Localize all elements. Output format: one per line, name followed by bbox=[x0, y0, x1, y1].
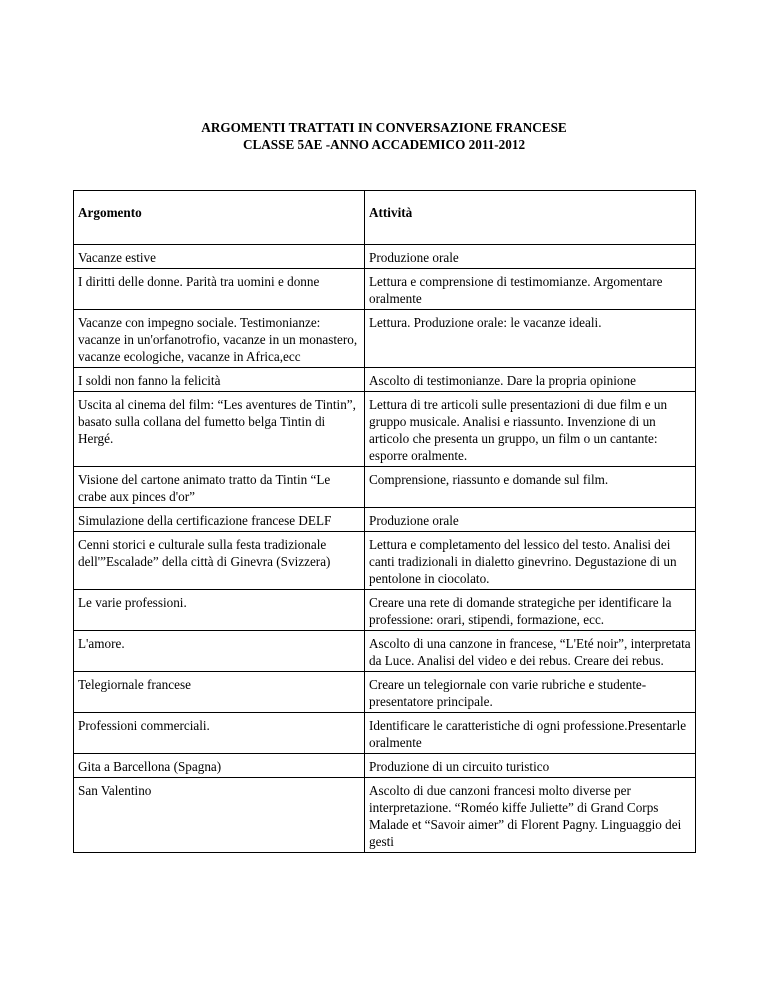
cell-argomento: Professioni commerciali. bbox=[74, 713, 365, 754]
table-row bbox=[74, 590, 696, 631]
cell-attivita: Ascolto di testimonianze. Dare la propria opinione bbox=[365, 368, 696, 392]
cell-argomento: I soldi non fanno la felicità bbox=[74, 368, 365, 392]
cell-attivita: Comprensione, riassunto e domande sul film. bbox=[365, 467, 696, 508]
cell-argomento: Cenni storici e culturale sulla festa tradizionale dell'”Escalade” della città di Ginevra (Svizzera) bbox=[74, 532, 365, 590]
cell-argomento: Simulazione della certificazione francese DELF bbox=[74, 508, 365, 532]
table-row bbox=[74, 713, 696, 754]
cell-attivita: Creare un telegiornale con varie rubriche e studente-presentatore principale. bbox=[365, 672, 696, 713]
cell-argomento: Uscita al cinema del film: “Les aventures de Tintin”, basato sulla collana del fumetto belga Tintin di Hergé. bbox=[74, 392, 365, 467]
cell-attivita: Lettura e completamento del lessico del testo. Analisi dei canti tradizionali in dialetto ginevrino. Degustazione di un pentolone in ciocolato. bbox=[365, 532, 696, 590]
cell-argomento: Telegiornale francese bbox=[74, 672, 365, 713]
document-title-line-1: ARGOMENTI TRATTATI IN CONVERSAZIONE FRANCESE bbox=[201, 120, 567, 135]
cell-argomento: Vacanze estive bbox=[74, 245, 365, 269]
cell-argomento: I diritti delle donne. Parità tra uomini e donne bbox=[74, 269, 365, 310]
cell-argomento: Le varie professioni. bbox=[74, 590, 365, 631]
cell-argomento: San Valentino bbox=[74, 778, 365, 853]
document-title-line-2: CLASSE 5AE -ANNO ACCADEMICO 2011-2012 bbox=[242, 137, 526, 152]
table-row bbox=[74, 672, 696, 713]
table-header-row bbox=[74, 191, 696, 245]
table-row bbox=[74, 310, 696, 368]
header-argomento: Argomento bbox=[74, 191, 365, 245]
table-body bbox=[74, 245, 696, 853]
cell-attivita: Produzione orale bbox=[365, 245, 696, 269]
table-row bbox=[74, 631, 696, 672]
cell-argomento: Gita a Barcellona (Spagna) bbox=[74, 754, 365, 778]
cell-argomento: Vacanze con impegno sociale. Testimonianze: vacanze in un'orfanotrofio, vacanze in un monastero, vacanze ecologiche, vacanze in Africa,ecc bbox=[74, 310, 365, 368]
topics-table bbox=[73, 190, 696, 853]
cell-attivita: Produzione orale bbox=[365, 508, 696, 532]
table-row bbox=[74, 532, 696, 590]
cell-argomento: L'amore. bbox=[74, 631, 365, 672]
table-row bbox=[74, 467, 696, 508]
cell-attivita: Ascolto di due canzoni francesi molto diverse per interpretazione. “Roméo kiffe Juliette” di Grand Corps Malade et “Savoir aimer” di Florent Pagny. Linguaggio dei gesti bbox=[365, 778, 696, 853]
table-row bbox=[74, 508, 696, 532]
table-row bbox=[74, 754, 696, 778]
header-attivita: Attività bbox=[365, 191, 696, 245]
cell-attivita: Identificare le caratteristiche di ogni professione.Presentarle oralmente bbox=[365, 713, 696, 754]
table-row bbox=[74, 245, 696, 269]
cell-argomento: Visione del cartone animato tratto da Tintin “Le crabe aux pinces d'or” bbox=[74, 467, 365, 508]
table-row bbox=[74, 368, 696, 392]
cell-attivita: Lettura e comprensione di testimomianze. Argomentare oralmente bbox=[365, 269, 696, 310]
cell-attivita: Lettura. Produzione orale: le vacanze ideali. bbox=[365, 310, 696, 368]
cell-attivita: Creare una rete di domande strategiche per identificare la professione: orari, stipendi, formazione, ecc. bbox=[365, 590, 696, 631]
cell-attivita: Ascolto di una canzone in francese, “L'Eté noir”, interpretata da Luce. Analisi del video e dei rebus. Creare dei rebus. bbox=[365, 631, 696, 672]
cell-attivita: Lettura di tre articoli sulle presentazioni di due film e un gruppo musicale. Analisi e riassunto. Invenzione di un articolo che presenta un gruppo, un film o un cantante: esporre oralmente. bbox=[365, 392, 696, 467]
table-row bbox=[74, 269, 696, 310]
cell-attivita: Produzione di un circuito turistico bbox=[365, 754, 696, 778]
table-row bbox=[74, 778, 696, 853]
table-row bbox=[74, 392, 696, 467]
